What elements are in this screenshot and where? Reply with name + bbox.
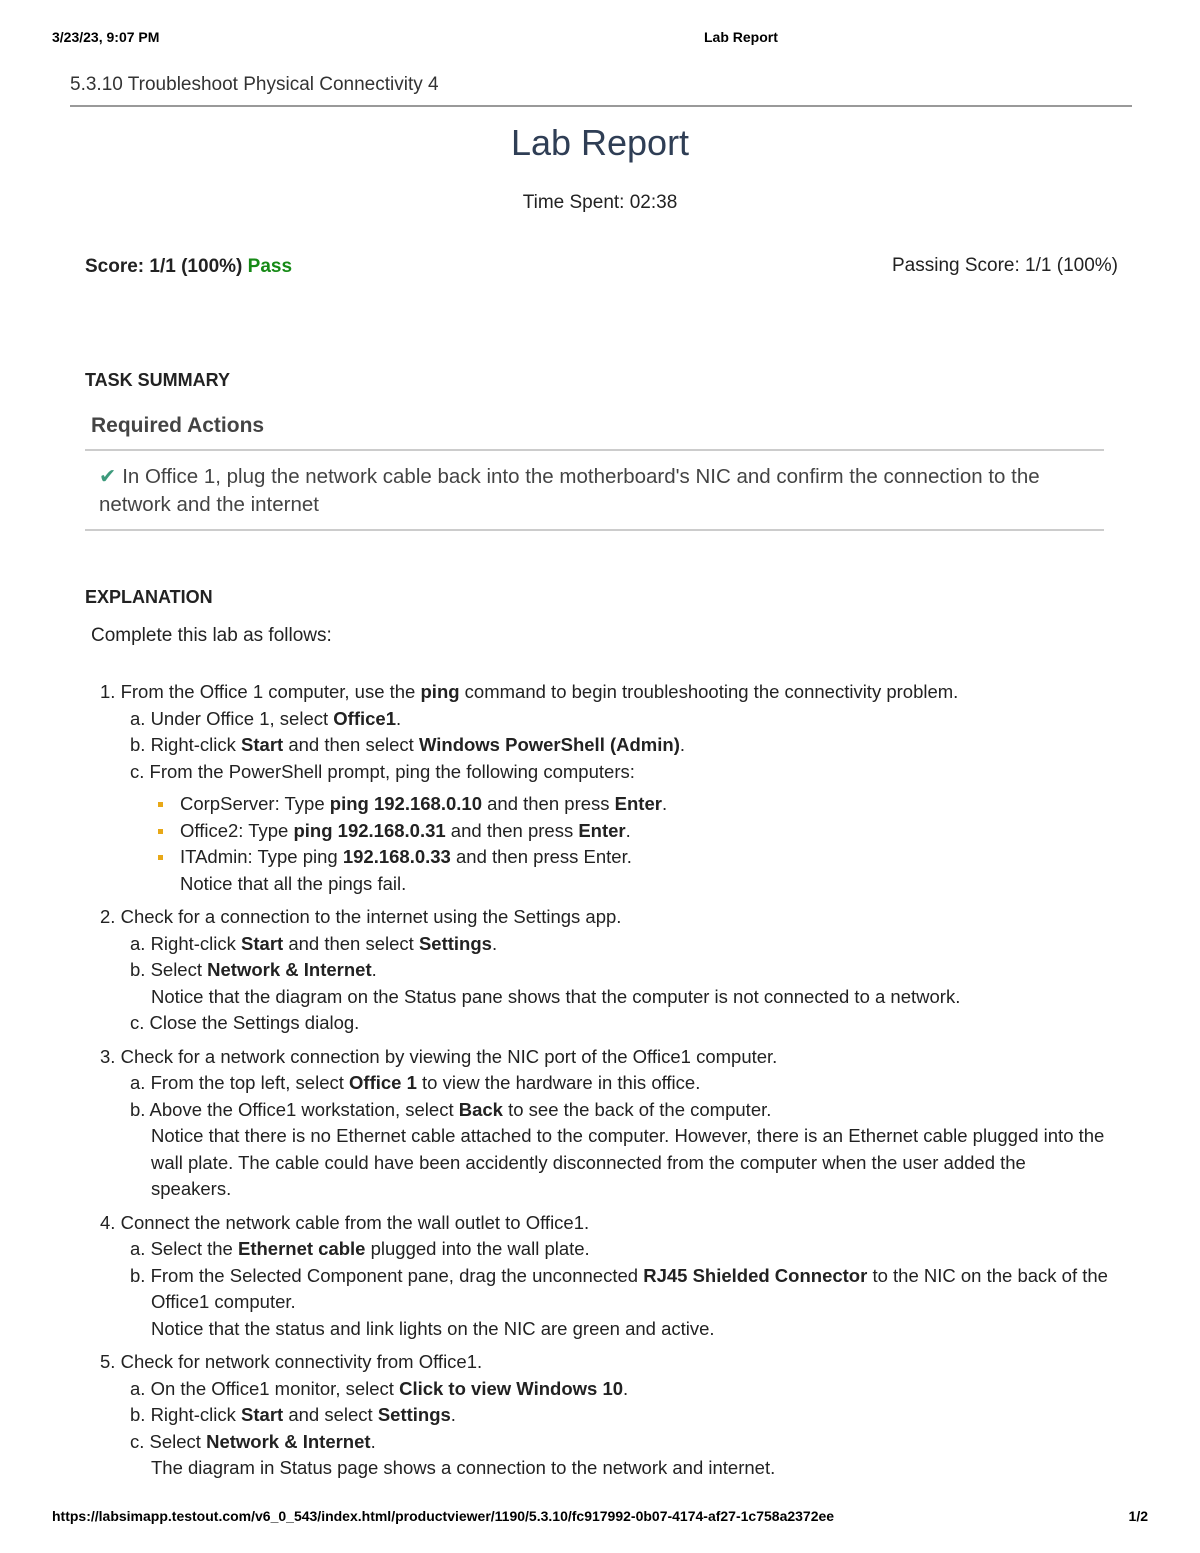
bullet-text: ITAdmin: Type ping bbox=[180, 846, 343, 867]
list-item bbox=[152, 791, 1110, 818]
substep-text: . bbox=[395, 707, 402, 729]
substep-text: . bbox=[623, 1377, 629, 1399]
step-4-text bbox=[100, 1210, 1110, 1237]
ui-term: Network & Internet bbox=[206, 1430, 371, 1452]
print-date: 3/23/23, 9:07 PM bbox=[52, 29, 160, 45]
report-heading: Lab Report bbox=[510, 122, 690, 163]
explanation-label: EXPLANATION bbox=[85, 587, 213, 607]
required-actions-top-divider bbox=[85, 449, 1104, 451]
step-2b-note: Notice that the diagram on the Status pane shows that the computer is not connected to a network. bbox=[151, 985, 961, 1007]
step-5c bbox=[130, 1429, 1110, 1456]
step-text: Check for a connection to the internet using the Settings app. bbox=[120, 906, 622, 927]
substep-text: b. Right-click bbox=[130, 1404, 242, 1425]
ui-term: Start bbox=[241, 1404, 284, 1425]
step-2c: c. Close the Settings dialog. bbox=[130, 1012, 360, 1033]
step-1-note bbox=[152, 871, 1110, 898]
substep-text: to view the hardware in this office. bbox=[416, 1072, 701, 1093]
step-4b-note: Notice that the status and link lights on the NIC are green and active. bbox=[151, 1317, 715, 1339]
substep-text: b. Above the Office1 workstation, select bbox=[130, 1098, 459, 1120]
passing-score: Passing Score: 1/1 (100%) bbox=[891, 255, 1118, 276]
print-header bbox=[52, 29, 1148, 47]
lab-title: 5.3.10 Troubleshoot Physical Connectivity 4 bbox=[70, 74, 439, 95]
pass-status-badge: Pass bbox=[247, 256, 293, 277]
substep-text: and select bbox=[283, 1404, 378, 1425]
step-1a bbox=[130, 706, 1110, 733]
bullet-icon bbox=[158, 802, 163, 807]
step-2a bbox=[130, 931, 1110, 958]
substep-text: a. Select the bbox=[130, 1238, 238, 1259]
step-text: Connect the network cable from the wall outlet to Office1. bbox=[120, 1211, 590, 1233]
checkmark-icon: ✔ bbox=[99, 465, 117, 488]
step-number: 1. bbox=[100, 681, 116, 702]
ui-term: Click to view Windows 10 bbox=[399, 1377, 624, 1399]
ui-term: Windows PowerShell (Admin) bbox=[418, 734, 680, 755]
ui-term: Ethernet cable bbox=[237, 1238, 366, 1259]
bullet-text: . bbox=[661, 793, 668, 814]
substep-text: a. Right-click bbox=[130, 932, 242, 954]
task-summary-label: TASK SUMMARY bbox=[85, 370, 230, 390]
print-title: Lab Report bbox=[704, 29, 778, 45]
step-2-text bbox=[100, 904, 1110, 931]
list-item bbox=[152, 818, 1110, 845]
substep-text: and then select bbox=[283, 734, 419, 755]
substep-text: to the NIC on the back of the Office1 computer. bbox=[151, 1264, 1108, 1312]
bullet-text: and then press bbox=[481, 793, 615, 814]
score bbox=[85, 256, 292, 278]
step-1-text bbox=[100, 679, 1110, 706]
footer-url: https://labsimapp.testout.com/v6_0_543/index.html/productviewer/1190/5.3.10/fc917992-0b07-4174-af27-1c758a2372ee bbox=[52, 1508, 835, 1524]
substep-text: . bbox=[450, 1404, 456, 1425]
explanation-intro: Complete this lab as follows: bbox=[91, 625, 332, 646]
required-actions-bottom-divider bbox=[85, 529, 1104, 531]
step-4 bbox=[100, 1210, 1110, 1343]
step-number: 2. bbox=[100, 906, 116, 927]
ui-term: Back bbox=[458, 1098, 503, 1120]
ping-targets-list bbox=[152, 791, 1110, 897]
bullet-icon bbox=[158, 829, 163, 834]
step-1b bbox=[130, 732, 1110, 759]
substep-text: b. Select bbox=[130, 959, 208, 980]
ui-term: Start bbox=[241, 932, 284, 954]
substep-text: a. Under Office 1, select bbox=[130, 707, 334, 729]
substep-text: a. From the top left, select bbox=[130, 1072, 350, 1093]
ui-term: Start bbox=[241, 734, 284, 755]
substep-text: a. On the Office1 monitor, select bbox=[130, 1377, 400, 1399]
step-3b-note: Notice that there is no Ethernet cable attached to the computer. However, there is an Ethernet cable plugged into the wall plate. The cable could have been accidently disconnected from the computer when the user added the speakers. bbox=[151, 1125, 1105, 1199]
step-5-text bbox=[100, 1349, 1110, 1376]
step-2b bbox=[130, 957, 1110, 984]
substep-text: . bbox=[679, 734, 685, 755]
step-text: Check for a network connection by viewing the NIC port of the Office1 computer. bbox=[120, 1045, 778, 1067]
substep-text: and then select bbox=[283, 932, 419, 954]
required-action-text: In Office 1, plug the network cable back into the motherboard's NIC and confirm the connection to the network and the internet bbox=[99, 465, 1040, 516]
substep-text: b. Right-click bbox=[130, 734, 242, 755]
step-5 bbox=[100, 1349, 1110, 1482]
step-5a bbox=[130, 1376, 1110, 1403]
step-4b bbox=[130, 1263, 1110, 1316]
step-number: 4. bbox=[100, 1211, 116, 1233]
ui-term: Settings bbox=[418, 932, 492, 954]
substep-text: . bbox=[370, 1430, 376, 1452]
command-name: ping 192.168.0.31 bbox=[293, 819, 446, 841]
step-1c: c. From the PowerShell prompt, ping the following computers: bbox=[130, 760, 635, 782]
bullet-icon bbox=[158, 855, 163, 860]
step-3b bbox=[130, 1097, 1110, 1124]
substep-text: to see the back of the computer. bbox=[502, 1098, 772, 1120]
ui-term: Office 1 bbox=[349, 1072, 417, 1093]
step-number: 3. bbox=[100, 1045, 116, 1067]
list-item bbox=[152, 844, 1110, 871]
key-name: Enter bbox=[578, 819, 626, 841]
ui-term: RJ45 Shielded Connector bbox=[643, 1264, 868, 1286]
step-5c-note: The diagram in Status page shows a connection to the network and internet. bbox=[151, 1457, 776, 1478]
substep-text: . bbox=[371, 959, 377, 980]
note-text: Notice that all the pings fail. bbox=[180, 872, 407, 894]
bullet-text: and then press bbox=[445, 819, 579, 841]
ui-term: Settings bbox=[377, 1404, 451, 1425]
time-spent: Time Spent: 02:38 bbox=[522, 192, 678, 213]
substep-text: . bbox=[491, 932, 498, 954]
score-value: Score: 1/1 (100%) bbox=[85, 256, 243, 277]
step-5b bbox=[130, 1402, 1110, 1429]
bullet-text: CorpServer: Type bbox=[180, 793, 330, 814]
command-name: ping 192.168.0.10 bbox=[329, 793, 482, 814]
step-number: 5. bbox=[100, 1351, 116, 1372]
step-text: command to begin troubleshooting the connectivity problem. bbox=[459, 681, 959, 702]
ui-term: Office1 bbox=[333, 707, 396, 729]
header-divider bbox=[70, 105, 1132, 107]
substep-text: c. Select bbox=[130, 1430, 207, 1452]
step-text: From the Office 1 computer, use the bbox=[120, 681, 421, 702]
substep-text: plugged into the wall plate. bbox=[365, 1238, 590, 1259]
step-3 bbox=[100, 1044, 1110, 1203]
step-1 bbox=[100, 679, 1110, 897]
substep-text: b. From the Selected Component pane, drag the unconnected bbox=[130, 1264, 644, 1286]
step-2 bbox=[100, 904, 1110, 1037]
step-3a bbox=[130, 1070, 1110, 1097]
key-name: Enter bbox=[614, 793, 662, 814]
required-actions-heading: Required Actions bbox=[91, 414, 265, 437]
explanation-steps bbox=[100, 679, 1110, 1489]
step-4a bbox=[130, 1236, 1110, 1263]
bullet-text: . bbox=[625, 819, 631, 841]
ui-term: Network & Internet bbox=[207, 959, 372, 980]
bullet-text: Office2: Type bbox=[180, 819, 294, 841]
command-name: 192.168.0.33 bbox=[342, 846, 451, 867]
step-text: Check for network connectivity from Office1. bbox=[120, 1351, 483, 1372]
command-name: ping bbox=[420, 681, 460, 702]
required-action-item bbox=[99, 463, 1109, 519]
step-3-text bbox=[100, 1044, 1110, 1071]
bullet-text: and then press Enter. bbox=[450, 846, 632, 867]
page-number: 1/2 bbox=[1128, 1508, 1148, 1524]
